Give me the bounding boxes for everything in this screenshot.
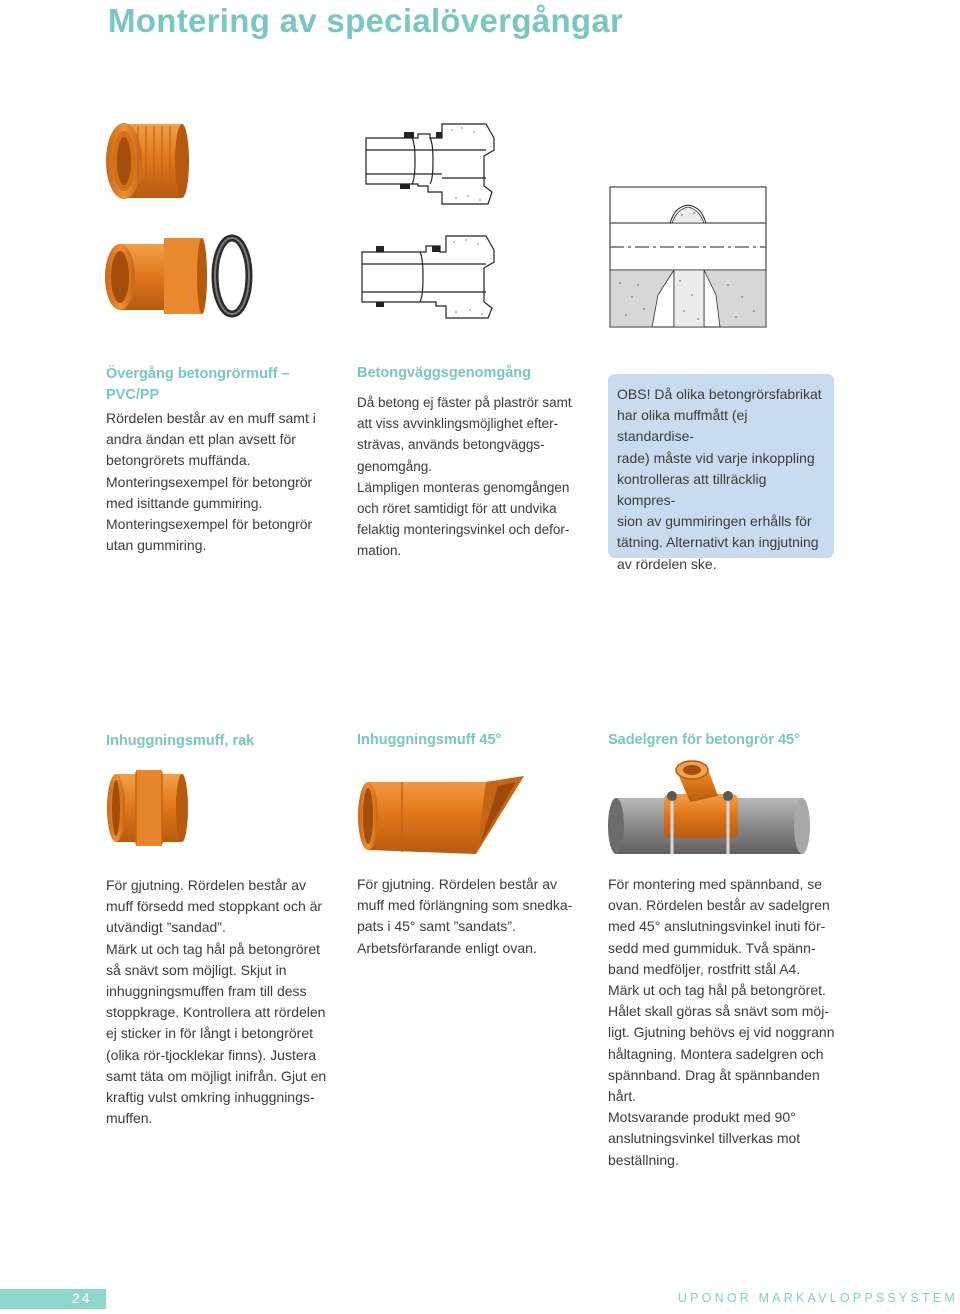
straight-muff-illustration xyxy=(106,768,192,848)
page-title: Montering av specialövergångar xyxy=(108,2,624,39)
section-body xyxy=(106,408,336,556)
text-line: muffen. xyxy=(106,1110,153,1127)
text-line: ovan. Rördelen består av sadelgren xyxy=(608,897,830,914)
text-line: muff med förlängning som snedka- xyxy=(357,897,573,914)
section-betongvaggsgenomgang xyxy=(357,363,597,562)
text-line: tätning. Alternativt kan ingjutning xyxy=(617,534,819,551)
section-betongrormuff xyxy=(106,364,336,556)
text-line: Rördelen består av en muff samt i xyxy=(106,410,316,426)
page-number: 24 xyxy=(72,1290,92,1306)
text-line: (olika rör-tjocklekar finns). Justera xyxy=(106,1046,317,1063)
text-line: ligt. Gjutning behövs ej vid noggrann xyxy=(608,1024,835,1041)
cross-section-drawing xyxy=(608,185,768,330)
text-line: Då betong ej fäster på plaströr samt xyxy=(357,395,572,410)
text-line: För montering med spännband, se xyxy=(608,876,823,892)
text-line: Märk ut och tag hål på betongröret. xyxy=(608,982,826,999)
text-line: spännband. Drag åt spännbanden xyxy=(608,1066,820,1083)
text-line: utvändigt ”sandad”. xyxy=(106,919,226,936)
text-line: sedd med gummiduk. Två spänn- xyxy=(608,939,816,956)
body-inhuggningsmuff-45 xyxy=(357,874,597,959)
section-body xyxy=(357,392,597,562)
text-line: ej sticker in för långt i betongröret xyxy=(106,1025,313,1042)
text-line: sion av gummiringen erhålls för xyxy=(617,513,812,530)
lower-fitting-shape xyxy=(105,238,207,314)
text-line: OBS! Då olika betongrörsfabrikat xyxy=(617,386,822,402)
heading-inhuggningsmuff-45: Inhuggningsmuff 45° xyxy=(357,732,502,748)
text-line: stoppkrage. Kontrollera att rördelen xyxy=(106,1004,326,1021)
text-line: så snävt som möjligt. Skjut in xyxy=(106,961,287,978)
angled-muff-illustration xyxy=(356,770,528,856)
wall-passage-drawing xyxy=(356,120,496,320)
text-line: Motsvarande produkt med 90° xyxy=(608,1109,796,1126)
section-heading: Betongväggsgenomgång xyxy=(357,365,532,381)
text-line: inhuggningsmuffen fram till dess xyxy=(106,983,307,1000)
text-line: mation. xyxy=(357,543,402,559)
text-line: anslutningsvinkel tillverkas mot xyxy=(608,1130,801,1147)
text-line: band medföljer, rostfritt stål A4. xyxy=(608,960,801,977)
text-line: kraftig vulst omkring inhuggnings- xyxy=(106,1089,315,1106)
text-line: samt täta om möjligt inifrån. Gjut en xyxy=(106,1067,327,1084)
text-line: strävas, används betongväggs- xyxy=(357,437,545,453)
text-line: med 45° anslutningsvinkel inuti för- xyxy=(608,918,826,935)
transition-fittings-illustration xyxy=(104,118,264,318)
text-line: beställning. xyxy=(608,1151,679,1168)
heading-inhuggningsmuff-rak: Inhuggningsmuff, rak xyxy=(106,733,255,749)
body-inhuggningsmuff-rak xyxy=(106,875,346,1129)
text-line: genomgång. xyxy=(357,458,433,474)
text-line: hårt. xyxy=(608,1088,637,1105)
text-line: pats i 45° samt ”sandats”. xyxy=(357,918,516,935)
text-line: har olika muffmått (ej standardise- xyxy=(617,407,748,445)
text-line: Lämpligen monteras genomgången xyxy=(357,479,570,495)
text-line: För gjutning. Rördelen består av xyxy=(357,876,557,892)
text-line: rade) måste vid varje inkoppling xyxy=(617,449,815,466)
text-line: felaktig monteringsvinkel och defor- xyxy=(357,522,570,538)
text-line: av rördelen ske. xyxy=(617,555,717,572)
text-line: Monteringsexempel för betongrör xyxy=(106,473,313,490)
text-line: med isittande gummiring. xyxy=(106,494,263,511)
footer-brand: UPONOR MARKAVLOPPSSYSTEM xyxy=(677,1291,958,1305)
text-line: Monteringsexempel för betongrör xyxy=(106,516,313,533)
text-line: muff försedd med stoppkant och är xyxy=(106,898,323,915)
section-heading-line2: PVC/PP xyxy=(106,387,160,403)
text-line: håltagning. Montera sadelgren och xyxy=(608,1045,824,1062)
section-heading: Övergång betongrörmuff – xyxy=(106,366,290,382)
body-sadelgren xyxy=(608,874,848,1171)
text-line: utan gummiring. xyxy=(106,537,207,554)
rubber-ring-shape xyxy=(215,238,249,314)
obs-note-box xyxy=(608,374,834,572)
text-line: att viss avvinklingsmöjlighet efter- xyxy=(357,416,559,432)
text-line: kontrolleras att tillräcklig kompres- xyxy=(617,470,767,509)
upper-fitting-shape xyxy=(106,123,189,199)
text-line: Märk ut och tag hål på betongröret xyxy=(106,940,321,957)
text-line: Hålet skall göras så snävt som möj- xyxy=(608,1003,829,1020)
text-line: betongrörets muffända. xyxy=(106,452,251,469)
saddle-branch-illustration xyxy=(606,758,812,858)
text-line: och röret samtidigt för att undvika xyxy=(357,501,557,517)
text-line: andra ändan ett plan avsett för xyxy=(106,431,296,448)
text-line: För gjutning. Rördelen består av xyxy=(106,877,306,893)
text-line: Arbetsförfarande enligt ovan. xyxy=(357,939,537,956)
heading-sadelgren: Sadelgren för betongrör 45° xyxy=(608,732,800,748)
